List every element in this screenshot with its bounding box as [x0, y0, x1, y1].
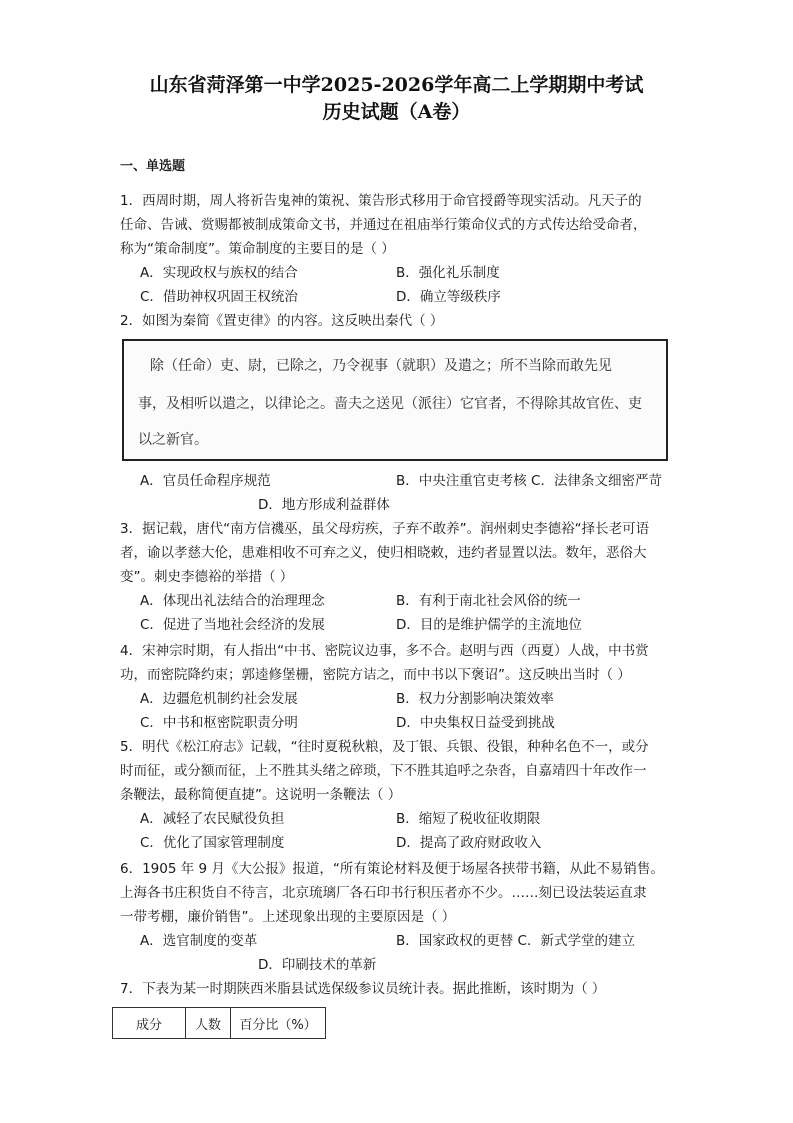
- q5-stem-line: 条鞭法，最称简便直捷”。这说明一条鞭法（ ）: [120, 787, 402, 803]
- q5-option-d: D．提高了政府财政收入: [396, 835, 542, 851]
- q6-option-d: D．印刷技术的革新: [258, 957, 377, 973]
- q1-option-d: D．确立等级秩序: [396, 289, 501, 305]
- q3-option-d: D．目的是维护儒学的主流地位: [396, 617, 582, 633]
- q5-option-b: B．缩短了税收征收期限: [396, 811, 541, 827]
- table-header-cell: 百分比（%）: [231, 1008, 326, 1039]
- q6-option-b-c: B．国家政权的更替 C．新式学堂的建立: [396, 933, 635, 949]
- q2-option-a: A．官员任命程序规范: [140, 473, 271, 489]
- q7-statistics-table: [112, 1007, 326, 1039]
- q5-option-a: A．减轻了农民赋役负担: [140, 811, 285, 827]
- q6-option-a: A．选官制度的变革: [140, 933, 258, 949]
- scan-text-line: 除（任命）吏、尉，已除之，乃令视事（就职）及遣之；所不当除而敢先见: [150, 358, 612, 374]
- q1-option-a: A．实现政权与族权的结合: [140, 265, 298, 281]
- q4-stem-line: 功，而密院降约束；郭逵修堡栅，密院方诘之，而中书以下褒诏”。这反映出当时（ ）: [120, 667, 631, 683]
- q4-stem-line: 4．宋神宗时期，有人指出“中书、密院议边事，多不合。赵明与西（西夏）人战，中书赏: [120, 643, 649, 659]
- q6-stem-line: 一带考棚，廉价销售”。上述现象出现的主要原因是（ ）: [120, 909, 456, 925]
- q4-option-b: B．权力分割影响决策效率: [396, 691, 554, 707]
- q5-stem-line: 时而征，或分额而征，上不胜其头绪之碎琐，下不胜其追呼之杂沓，自嘉靖四十年改作一: [120, 763, 647, 779]
- q3-stem-line: 3．据记载，唐代“南方信禨巫，虽父母疠疾，子弃不敢养”。润州刺史李德裕“择长老可语: [120, 521, 650, 537]
- q3-stem-line: 者，谕以孝慈大伦，患难相收不可弃之义，使归相晓敕，违约者显置以法。数年，恶俗大: [120, 545, 647, 561]
- scan-text-line: 事，及相听以遣之，以律论之。啬夫之送见（派往）它官者，不得除其故官佐、吏: [138, 396, 642, 412]
- q6-stem-line: 上海各书庄积货自不待言，北京琉璃厂各石印书行积压者亦不少。……刻已设法装运直隶: [120, 885, 647, 901]
- q6-stem-line: 6．1905 年 9 月《大公报》报道，“所有策论材料及便于场屋各挟带书籍，从此不易销售。: [120, 861, 664, 877]
- q3-stem-line: 变”。刺史李德裕的举措（ ）: [120, 569, 294, 585]
- exam-title: 山东省菏泽第一中学2025-2026学年高二上学期期中考试: [149, 74, 644, 96]
- q7-stem: 7．下表为某一时期陕西米脂县试选保级参议员统计表。据此推断，该时期为（ ）: [120, 981, 606, 997]
- q2-option-b-c: B．中央注重官吏考核 C．法律条文细密严苛: [396, 473, 662, 489]
- q5-option-c: C．优化了国家管理制度: [140, 835, 285, 851]
- q4-option-a: A．边疆危机制约社会发展: [140, 691, 298, 707]
- q4-option-d: D．中央集权日益受到挑战: [396, 715, 555, 731]
- q2-stem: 2．如图为秦简《置吏律》的内容。这反映出秦代（ ）: [120, 313, 444, 329]
- q1-option-b: B．强化礼乐制度: [396, 265, 500, 281]
- exam-subtitle: 历史试题（A卷）: [322, 101, 471, 123]
- table-header-cell: 成分: [113, 1008, 186, 1039]
- q1-stem-line: 任命、告诫、赏赐都被制成策命文书，并通过在祖庙举行策命仪式的方式传达给受命者，: [120, 217, 647, 233]
- section-heading: 一、单选题: [120, 159, 186, 174]
- q5-stem-line: 5．明代《松江府志》记载，“往时夏税秋粮，及丁银、兵银、役银，种种名色不一，或分: [120, 739, 649, 755]
- q1-stem-line: 1．西周时期，周人将祈告鬼神的策祝、策告形式移用于命官授爵等现实活动。凡天子的: [120, 193, 642, 209]
- q4-option-c: C．中书和枢密院职责分明: [140, 715, 298, 731]
- q1-option-c: C．借助神权巩固王权统治: [140, 289, 298, 305]
- table-header-row: [113, 1008, 326, 1039]
- q3-option-c: C．促进了当地社会经济的发展: [140, 617, 325, 633]
- q1-stem-line: 称为“策命制度”。策命制度的主要目的是（ ）: [120, 241, 395, 257]
- q2-option-d: D．地方形成利益群体: [258, 497, 390, 513]
- table-header-cell: 人数: [186, 1008, 231, 1039]
- q3-option-b: B．有利于南北社会风俗的统一: [396, 593, 581, 609]
- scan-text-line: 以之新官。: [138, 432, 208, 448]
- bamboo-slip-excerpt-image: [122, 339, 668, 461]
- q3-option-a: A．体现出礼法结合的治理理念: [140, 593, 325, 609]
